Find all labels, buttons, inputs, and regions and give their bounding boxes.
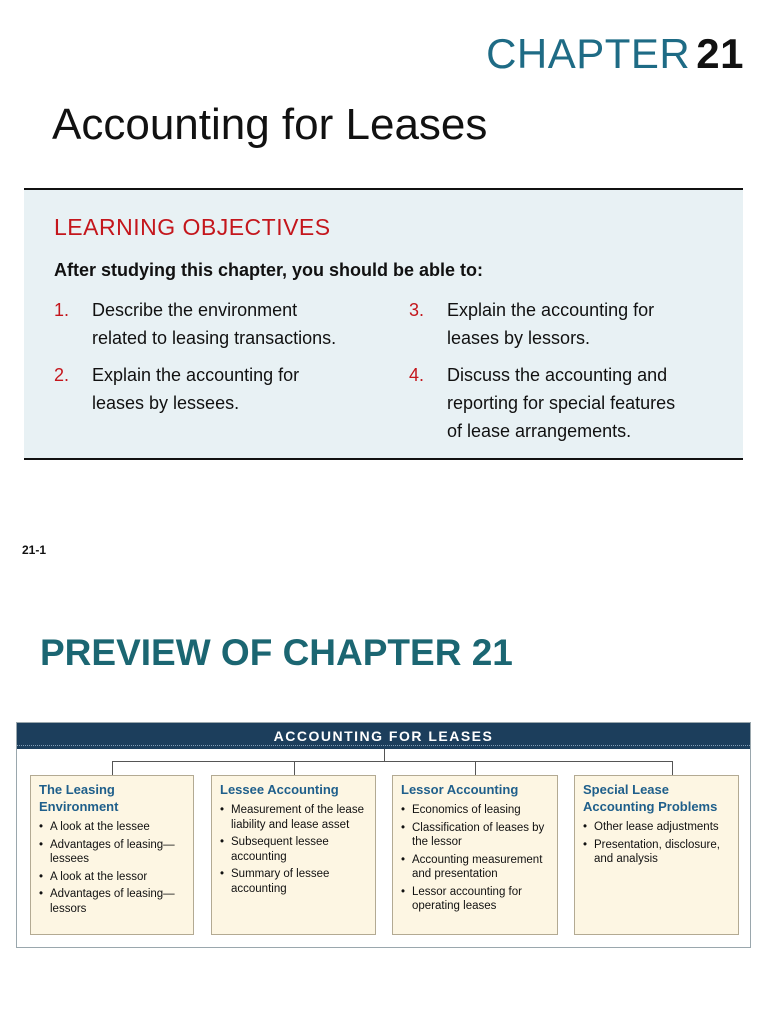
objective-number: 2.: [54, 365, 70, 385]
chapter-word: CHAPTER: [486, 30, 691, 77]
learning-objectives-box: [24, 188, 743, 460]
objective-text: Explain the accounting for leases by lessors.: [447, 300, 655, 348]
chapter-label: [486, 30, 744, 78]
topic-item: • Presentation, disclosure, and analysis: [583, 838, 730, 867]
objective-item: [409, 296, 654, 352]
learning-objectives-intro: After studying this chapter, you should be able to:: [54, 260, 484, 280]
page-number: 21-1: [22, 543, 47, 557]
topic-item: • Summary of lessee accounting: [220, 867, 367, 896]
objective-number: 1.: [54, 300, 70, 320]
topic-box-special-lease-problems: [574, 775, 739, 935]
preview-title: PREVIEW OF CHAPTER 21: [40, 632, 513, 673]
connector-line: [112, 761, 673, 762]
objective-item: [54, 296, 336, 352]
learning-objectives-heading: LEARNING OBJECTIVES: [54, 214, 331, 240]
objective-number: 4.: [409, 365, 425, 385]
topic-item: • Advantages of leasing—lessees: [39, 838, 185, 867]
objective-item: [409, 361, 675, 445]
topic-item: • Advantages of leasing—lessors: [39, 887, 185, 916]
topic-item: • A look at the lessor: [39, 870, 185, 885]
topic-box-lessee-accounting: [211, 775, 376, 935]
connector-line: [112, 761, 113, 775]
topic-item: • Lessor accounting for operating leases: [401, 885, 549, 914]
topic-item: • Classification of leases by the lessor: [401, 821, 549, 850]
topic-box-leasing-environment: [30, 775, 194, 935]
topic-title: Special Lease Accounting Problems: [583, 782, 718, 814]
topic-item: • A look at the lessee: [39, 820, 185, 835]
connector-line: [475, 761, 476, 775]
chapter-number: 21: [696, 30, 744, 77]
objective-number: 3.: [409, 300, 425, 320]
diagram-header: ACCOUNTING FOR LEASES: [17, 723, 750, 749]
objective-text: Discuss the accounting and reporting for special features of lease arrangements.: [447, 365, 676, 441]
topic-item: • Economics of leasing: [401, 803, 549, 818]
topic-item: • Subsequent lessee accounting: [220, 835, 367, 864]
page-title: Accounting for Leases: [52, 100, 488, 149]
objective-item: [54, 361, 299, 417]
chapter-overview-diagram: [16, 722, 751, 948]
topic-title: The Leasing Environment: [39, 782, 119, 814]
objective-text: Describe the environment related to leasing transactions.: [92, 300, 337, 348]
topic-item: • Accounting measurement and presentation: [401, 853, 549, 882]
topic-title: Lessor Accounting: [401, 782, 519, 797]
objective-text: Explain the accounting for leases by lessees.: [92, 365, 300, 413]
topic-item: • Measurement of the lease liability and lease asset: [220, 803, 367, 832]
connector-line: [294, 761, 295, 775]
topic-title: Lessee Accounting: [220, 782, 339, 797]
topic-box-lessor-accounting: [392, 775, 558, 935]
topic-item: • Other lease adjustments: [583, 820, 730, 835]
connector-line: [672, 761, 673, 775]
